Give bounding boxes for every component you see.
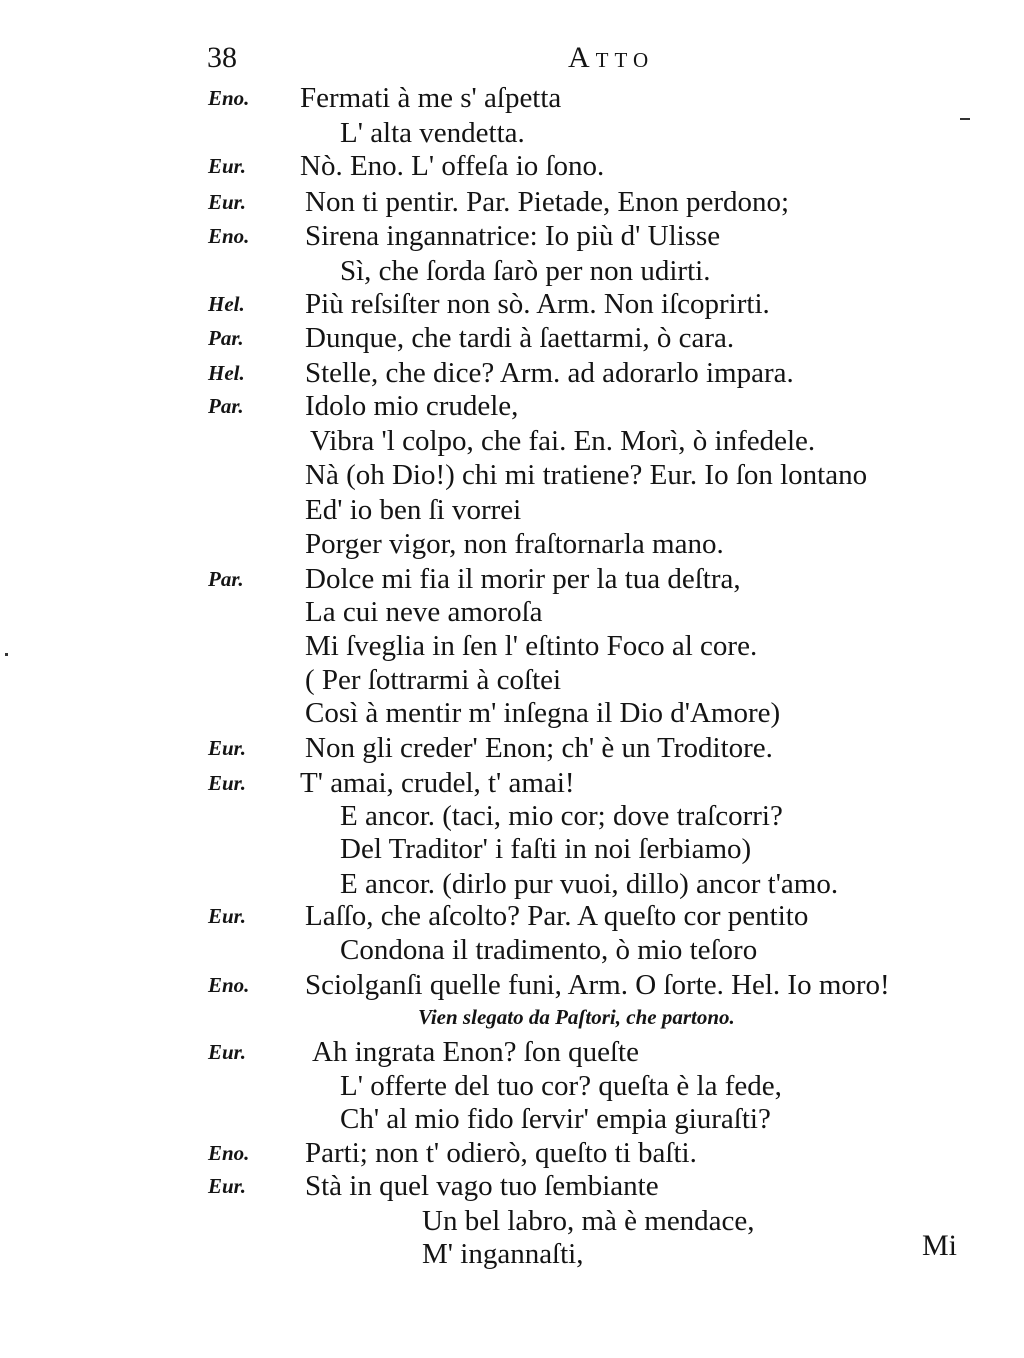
verse-line xyxy=(0,1234,1024,1274)
speaker-label: Par. xyxy=(208,326,244,350)
verse-line xyxy=(0,78,1024,118)
speaker-label: Hel. xyxy=(208,361,245,385)
verse-line xyxy=(0,930,1024,970)
verse-text: Dolce mi fia il morir per la tua deſtra, xyxy=(305,563,741,595)
verse-text: Sirena ingannatrice: Io più d' Ulisse xyxy=(305,220,721,252)
verse-text: Sì, che ſorda ſarò per non udirti. xyxy=(340,255,711,287)
verse-text: Non ti pentir. Par. Pietade, Enon perdono; xyxy=(305,186,790,218)
verse-text: Ah ingrata Enon? ſon queſte xyxy=(312,1036,639,1068)
verse-text: Così à mentir m' inſegna il Dio d'Amore) xyxy=(305,697,781,729)
verse-line xyxy=(0,728,1024,768)
verse-line xyxy=(0,829,1024,869)
verse-text: Vibra 'l colpo, che fai. En. Morì, ò infedele. xyxy=(310,425,816,457)
speaker-label: Eur. xyxy=(208,1040,246,1064)
verse-text: Nò. Eno. L' offeſa io ſono. xyxy=(300,150,605,182)
verse-text: Stelle, che dice? Arm. ad adorarlo impara. xyxy=(305,357,794,389)
catchword: Mi xyxy=(922,1229,958,1262)
verse-text: T' amai, crudel, t' amai! xyxy=(300,767,575,799)
speaker-label: Eur. xyxy=(208,904,246,928)
verse-text: Parti; non t' odierò, queſto ti baſti. xyxy=(305,1137,697,1169)
verse-text: ( Per ſottrarmi à coſtei xyxy=(305,664,562,696)
verse-text: La cui neve amoroſa xyxy=(305,596,543,628)
verse-text: Mi ſveglia in ſen l' eſtinto Foco al core. xyxy=(305,630,758,662)
speaker-label: Eno. xyxy=(208,973,250,997)
verse-line xyxy=(0,1166,1024,1206)
verse-text: Stà in quel vago tuo ſembiante xyxy=(305,1170,659,1202)
margin-mark xyxy=(5,653,8,656)
verse-text: Più reſsiſter non sò. Arm. Non iſcoprirti. xyxy=(305,288,770,320)
speaker-label: Par. xyxy=(208,394,244,418)
verse-line xyxy=(0,997,1024,1037)
verse-text: Non gli creder' Enon; ch' è un Troditore. xyxy=(305,732,773,764)
speaker-label: Eno. xyxy=(208,224,250,248)
verse-text: Fermati à me s' aſpetta xyxy=(300,82,562,114)
verse-text: Ed' io ben ſi vorrei xyxy=(305,494,522,526)
speaker-label: Par. xyxy=(208,567,244,591)
page-number: 38 xyxy=(207,41,237,74)
verse-text: Idolo mio crudele, xyxy=(305,390,519,422)
verse-text: Dunque, che tardi à ſaettarmi, ò cara. xyxy=(305,322,735,354)
speaker-label: Eur. xyxy=(208,1174,246,1198)
verse-line xyxy=(0,318,1024,358)
verse-text: E ancor. (taci, mio cor; dove traſcorri? xyxy=(340,800,783,832)
verse-text: Nà (oh Dio!) chi mi tratiene? Eur. Io ſon lontano xyxy=(305,459,868,491)
speaker-label: Eur. xyxy=(208,190,246,214)
speaker-label: Eur. xyxy=(208,736,246,760)
verse-text: Porger vigor, non fraſtornarla mano. xyxy=(305,528,724,560)
speaker-label: Hel. xyxy=(208,292,245,316)
verse-text: E ancor. (dirlo pur vuoi, dillo) ancor t'amo. xyxy=(340,868,839,900)
verse-text: Sciolganſi quelle funi, Arm. O ſorte. Hel. Io moro! xyxy=(305,969,890,1001)
speaker-label: Eur. xyxy=(208,771,246,795)
verse-text: Ch' al mio fido ſervir' empia giuraſti? xyxy=(340,1103,771,1135)
speaker-label: Eno. xyxy=(208,86,250,110)
verse-line xyxy=(0,216,1024,256)
verse-text: M' ingannaſti, xyxy=(422,1238,584,1270)
verse-line xyxy=(0,146,1024,186)
stage-direction: Vien slegato da Paſtori, che partono. xyxy=(418,1005,735,1029)
verse-line xyxy=(0,524,1024,564)
verse-text: Un bel labro, mà è mendace, xyxy=(422,1205,755,1237)
speaker-label: Eur. xyxy=(208,154,246,178)
verse-text: Del Traditor' i faſti in noi ſerbiamo) xyxy=(340,833,752,865)
speaker-label: Eno. xyxy=(208,1141,250,1165)
verse-text: L' offerte del tuo cor? queſta è la fede, xyxy=(340,1070,782,1102)
margin-mark xyxy=(960,118,970,120)
verse-text: Condona il tradimento, ò mio teſoro xyxy=(340,934,758,966)
verse-line xyxy=(0,693,1024,733)
verse-line xyxy=(0,386,1024,426)
running-head: Atto xyxy=(568,41,655,74)
verse-text: Laſſo, che aſcolto? Par. A queſto cor pentito xyxy=(305,900,809,932)
verse-line xyxy=(0,455,1024,495)
verse-text: L' alta vendetta. xyxy=(340,117,525,149)
